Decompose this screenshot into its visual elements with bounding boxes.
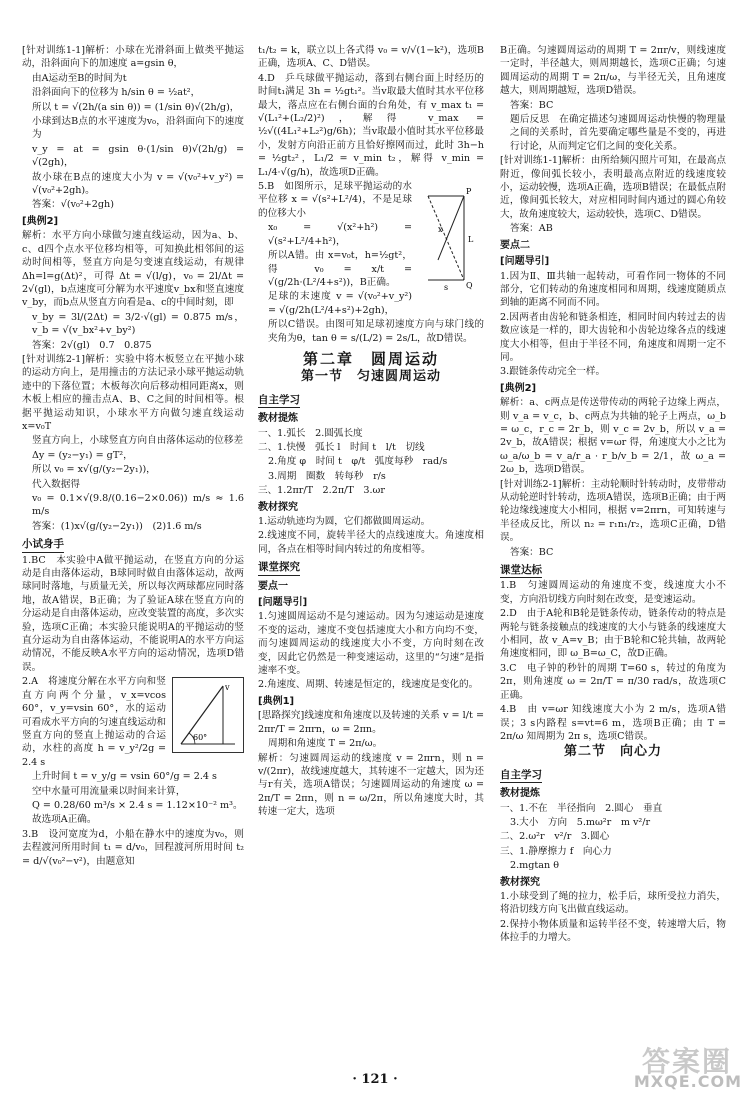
text-paragraph: 1.小球受到了绳的拉力，松手后，球所受拉力消失，将沿切线方向飞出做直线运动。	[500, 890, 726, 916]
section-heading: [问题导引]	[500, 256, 550, 268]
section-heading: 课堂探究	[258, 561, 300, 575]
text-paragraph: 题后反思 在确定描述匀速圆周运动快慢的物理量之间的关系时，首先要确定哪些量是不变的，再进行讨论，从而判定它们之间的变化关系。	[510, 114, 726, 152]
label-p: P	[466, 187, 472, 197]
section-heading: 要点二	[500, 239, 530, 251]
text-paragraph: x₀ = √(x²+h²) = √(s²+L²/4+h²)，	[268, 222, 412, 247]
text-paragraph: Q = 0.28/60 m³/s × 2.4 s = 1.12×10⁻² m³。	[32, 799, 243, 811]
text-paragraph: 空中水量可用流量乘以时间来计算，	[32, 785, 186, 797]
text-paragraph: [针对训练2-1]解析：主动轮顺时针转动时，皮带带动从动轮逆时针转动，选项A错误，选项B正确；由于两轮边缘线速度大小相同，根据 v=2πrn，可知转速与半径成反比，所以 n₂ = r₁n₁/r₂，选项C正确，D错误。	[500, 478, 726, 544]
angle-label: 60°	[193, 733, 208, 743]
text-paragraph: 5.B 如图所示，足球平抛运动的水平位移 x = √(s²+L²/4)，不是足球的位移大小	[258, 181, 412, 219]
text-paragraph: 3.大小 方向 5.mω²r m v²/r	[510, 816, 651, 828]
watermark-url: MXQE.COM	[633, 1072, 742, 1091]
text-paragraph: 二、2.ω²r v²/r 3.圆心	[500, 831, 610, 843]
text-paragraph: 足球的末速度 v = √(v₀²+v_y²) = √(g/2h(L²/4+s²)+2gh)，	[268, 291, 412, 316]
text-paragraph: 所以C错误。由图可知足球初速度方向与球门线的夹角为θ，tan θ = s/(L/2) = 2s/L，故D错误。	[268, 319, 484, 344]
text-paragraph: 2.mgtan θ	[510, 860, 559, 872]
column-middle	[258, 44, 484, 1062]
velocity-diagram	[173, 678, 243, 752]
text-paragraph: 解析：水平方向小球做匀速直线运动，因为a、b、c、d四个点水平位移均相等，可知换此相邻间的运动时间相等，竖直方向是匀变速直线运动，有规律 Δh=l=g(Δt)²，可得 Δt = √(l/g)，v₀ = 2l/Δt = 2√(gl)，b点速度可分解为水平速度v_bx和竖直速度v_by，而b点从竖直方向看是a、c的中间时刻，即	[22, 230, 244, 309]
label-s: s	[444, 283, 449, 293]
section-heading: [典例2]	[500, 382, 537, 394]
text-paragraph: 解析：a、c两点是传送带传动的两轮子边缘上两点，则 v_a = v_c，b、c两点为共轴的轮子上两点，ω_b = ω_c，r_c = 2r_b，则 v_c = 2v_b，所以 v_a = 2v_b，故A错误；根据 v=ωr 得，角速度大小之比为 ω_a/ω_b = v_a/r_a · r_b/v_b = 2/1，故 ω_a = 2ω_b，选项D错误。	[500, 397, 726, 476]
text-paragraph: 所以 v₀ = x√(g/(y₂−2y₁))，	[32, 464, 156, 476]
text-paragraph: 2.角速度、周期、转速是恒定的，线速度是变化的。	[258, 679, 479, 691]
text-paragraph: 答案：√(v₀²+2gh)	[32, 199, 114, 211]
goal-diagram	[418, 182, 484, 294]
text-paragraph: 三、1.2πr/T 2.2π/T 3.ωr	[258, 485, 385, 497]
section-heading: 第二章 圆周运动	[302, 349, 439, 368]
text-paragraph: 所以 t = √(2h/(a sin θ)) = (1/sin θ)√(2h/g)，	[32, 101, 240, 113]
text-paragraph: Δy = (y₂−y₁) = gT²，	[32, 449, 133, 461]
text-paragraph: v_y = at = gsin θ·(1/sin θ)√(2h/g) = √(2gh)，	[32, 143, 244, 169]
text-paragraph: 1.因为Ⅱ、Ⅲ共轴一起转动，可看作同一物体的不同部分，它们转动的角速度相同和周期，线速度随质点到轴的距离不同而不同。	[500, 270, 726, 309]
column-right	[500, 44, 726, 1062]
text-paragraph: [针对训练1-1]解析：由所给频闪照片可知，在最高点附近，像间弧长较小，表明最高点附近的线速度较小，运动较慢，选项A正确，选项B错误；在最低点附近，像间弧长较大，对应相同时间内通过的圆心角较大，故角速度较大，运动较快，选项C、D错误。	[500, 155, 726, 220]
text-paragraph: 2.D 由于A轮和B轮是链条传动，链条传动的特点是两轮与链条接触点的线速度的大小与链条的线速度大小相同，故 v_A=v_B；由于B轮和C轮共轴，故两轮角速度相同，即 ω_B=ω_C，故D正确。	[500, 608, 726, 660]
text-paragraph: 1.匀速圆周运动不是匀速运动。因为匀速运动是速度不变的运动，速度不变包括速度大小和方向均不变，而匀速圆周运动的线速度大小不变，方向时刻在改变，因此它仍然是一种变速运动，这里的“匀速”是指速率不变。	[258, 611, 484, 677]
section-heading: [典例2]	[22, 215, 59, 227]
text-paragraph: 所以A错。由 x=v₀t，h=½gt²，得 v₀ = x/t = √(g/2h·(L²/4+s²))，B正确。	[268, 250, 412, 288]
text-paragraph: 小球到达B点的水平速度为v₀，沿斜面向下的速度为	[32, 116, 244, 141]
text-paragraph: 3.B 设河宽度为d，小船在静水中的速度为v₀，则去程渡河所用时间 t₁ = d/v₀，回程渡河所用时间 t₂ = d/√(v₀²−v²)，由题意知	[22, 828, 244, 867]
text-paragraph: 答案：BC	[510, 546, 554, 558]
text-paragraph: 上升时间 t = v_y/g = vsin 60°/g = 2.4 s	[32, 771, 217, 783]
text-paragraph: [思路探究]线速度和角速度以及转速的关系 v = l/t = 2πr/T = 2πrn，ω = 2πn。	[258, 710, 484, 735]
text-paragraph: 1.B 匀速圆周运动的角速度不变，线速度大小不变，方向沿切线方向时刻在改变，是变速运动。	[500, 580, 726, 605]
section-heading: 自主学习	[500, 769, 542, 783]
watermark	[592, 1040, 742, 1092]
text-paragraph: 一、1.弧长 2.圆弧长度	[258, 427, 363, 439]
text-paragraph: v₀ = 0.1×√(9.8/(0.16−2×0.06)) m/s ≈ 1.6 m/s	[32, 493, 244, 518]
text-paragraph: 代入数据得	[32, 478, 80, 490]
text-paragraph: 3.跟链条传动完全一样。	[500, 366, 606, 378]
text-paragraph: 4.D 乒乓球做平抛运动，落到右侧台面上时经历的时间t₁满足 3h = ½gt₁²。当v取最大值时其水平位移最大，落点应在右侧台面的台角处，有 v_max t₁ = √(L₁²+(L₂/2)²)，解得 v_max = ½√((4L₁²+L₂²)g/6h)；当v取最小值时其水平位移最小，发射方向沿正前方且恰好擦网而过，此时 3h−h = ½gt₂²，L₁/2 = v_min t₂，解得 v_min = L₁/4·√(g/h)，故选项D正确。	[258, 72, 484, 178]
text-paragraph: 3.C 电子钟的秒针的周期 T=60 s，转过的角度为2π，则角速度 ω = 2π/T = π/30 rad/s，故选项C正确。	[500, 662, 726, 701]
text-paragraph: 3.周期 圈数 转每秒 r/s	[268, 470, 386, 482]
section-heading: 教材提炼	[500, 788, 540, 800]
text-paragraph: 答案：(1)x√(g/(y₂−2y₁)) (2)1.6 m/s	[32, 520, 202, 532]
section-heading: [典例1]	[258, 695, 295, 707]
section-heading: 自主学习	[258, 394, 300, 408]
text-paragraph: 2.A 将速度分解在水平方向和竖直方向两个分量，v_x=vcos 60°，v_y=vsin 60°，水的运动可看成水平方向的匀速直线运动和竖直方向的竖直上抛运动的合运动，水柱的高度 h = v_y²/2g = 2.4 s	[22, 676, 166, 768]
section-heading: 小试身手	[22, 538, 64, 552]
section-heading: 第二节 向心力	[563, 744, 662, 760]
v-label: v	[225, 683, 230, 693]
text-paragraph: 2.因两者由齿轮和链条相连，相同时间内转过去的齿数应该是一样的，即大齿轮和小齿轮边缘各点的线速度大小相等，但由于半径不同，角速度和周期一定不同。	[500, 311, 726, 363]
text-paragraph: 1.运动轨迹均为圆，它们都做圆周运动。	[258, 516, 431, 527]
text-paragraph: 答案：2√(gl) 0.7 0.875	[32, 339, 152, 351]
section-heading: 要点一	[258, 580, 288, 592]
text-paragraph: 故选项A正确。	[32, 814, 97, 826]
text-paragraph: 解析：匀速圆周运动的线速度 v = 2πrn，则 n = v/(2πr)，故线速度越大，其转速不一定越大，因为还与r有关，选项A错误；匀速圆周运动的角速度 ω = 2π/T = 2πn，则 n = ω/2π，所以角速度大时，其转速一定大，选项	[258, 752, 484, 818]
text-paragraph: 答案：AB	[510, 223, 553, 235]
section-heading: 教材探究	[500, 876, 540, 888]
text-paragraph: 故小球在B点的速度大小为 v = √(v₀²+v_y²) = √(v₀²+2gh)。	[32, 171, 244, 197]
label-x: x	[438, 225, 443, 235]
column-left	[22, 44, 244, 1062]
velocity-decomposition-figure	[172, 677, 244, 753]
text-paragraph: t₁/t₂ = k，联立以上各式得 v₀ = v/√(1−k²)，选项B正确，选项A、C、D错误。	[258, 45, 484, 70]
page-number: · 121 ·	[352, 1072, 398, 1087]
text-paragraph: B正确。匀速圆周运动的周期 T = 2πr/v，则线速度一定时，半径越大，则周期越长，选项C正确；匀速圆周运动的周期 T = 2π/ω，与半径无关，且角速度越大，则周期越短，选项D错误。	[500, 45, 726, 97]
text-paragraph: 三、1.静摩擦力 f 向心力	[500, 845, 612, 857]
text-paragraph: 2.线速度不同，旋转半径大的点线速度大。角速度相同，各点在相等时间内转过的角度相等。	[258, 530, 484, 555]
section-heading: 教材提炼	[258, 413, 298, 425]
text-paragraph: 答案：BC	[510, 99, 554, 111]
text-paragraph: 4.B 由 v=ωr 知线速度大小为 2 m/s，选项A错误；3 s内路程 s=vt=6 m，选项B正确；由 T = 2π/ω 知周期为 2π s，选项C错误。	[500, 704, 726, 742]
text-paragraph: 周期和角速度 T = 2π/ω。	[268, 738, 383, 750]
section-heading: 教材探究	[258, 501, 298, 513]
text-paragraph: 沿斜面向下的位移为 h/sin θ = ½at²，	[32, 87, 201, 99]
text-paragraph: 由A运动至B的时间为t	[32, 72, 127, 84]
watermark-text: 答案圈	[641, 1045, 732, 1078]
section-heading: 第一节 匀速圆周运动	[300, 369, 441, 385]
text-paragraph: [针对训练1-1]解析：小球在光滑斜面上做类平抛运动，沿斜面向下的加速度 a=gsin θ，	[22, 45, 244, 70]
text-paragraph: [针对训练2-1]解析：实验中将木板竖立在平抛小球的运动方向上，是用撞击的方法记录小球平抛运动轨迹中的下落位置；木板每次向后移动相同距离x，则木板上相应的撞击点A、B、C之间的时间相等。根据平抛运动知识，小球水平方向做匀速直线运动 x=v₀T	[22, 353, 244, 432]
text-paragraph: 2.保持小物体质量和运转半径不变，转速增大后，物体拉手的力增大。	[500, 918, 726, 944]
text-paragraph: 1.BC 本实验中A做平抛运动，在竖直方向的分运动是自由落体运动，B球同时做自由落体运动，故两球同时落地，与质量无关，所以每次两球都应同时落地，故A错误，B正确；为了验证A球在竖直方向的分运动是自由落体运动，应改变装置的高度，多次实验，选项C正确；本实验只能说明A的平抛运动的竖直分运动为自由落体运动，不能说明A的水平方向运动情况，不能反映A水平方向的运动情况，选项D错误。	[22, 554, 244, 673]
label-l: L	[468, 235, 474, 245]
label-q: Q	[466, 281, 473, 291]
section-heading: [问题导引]	[258, 597, 308, 609]
text-paragraph: 二、1.快慢 弧长 l 时间 t l/t 切线	[258, 441, 425, 453]
text-paragraph: 竖直方向上，小球竖直方向自由落体运动的位移差	[32, 435, 244, 447]
text-paragraph: 2.角度 φ 时间 t φ/t 弧度每秒 rad/s	[268, 456, 448, 468]
text-paragraph: v_by = 3l/(2Δt) = 3/2·√(gl) = 0.875 m/s，v_b = √(v_bx²+v_by²)	[32, 311, 244, 337]
text-paragraph: 一、1.不在 半径指向 2.圆心 垂直	[500, 802, 663, 814]
football-trajectory-figure	[418, 182, 484, 294]
section-heading: 课堂达标	[500, 564, 542, 578]
